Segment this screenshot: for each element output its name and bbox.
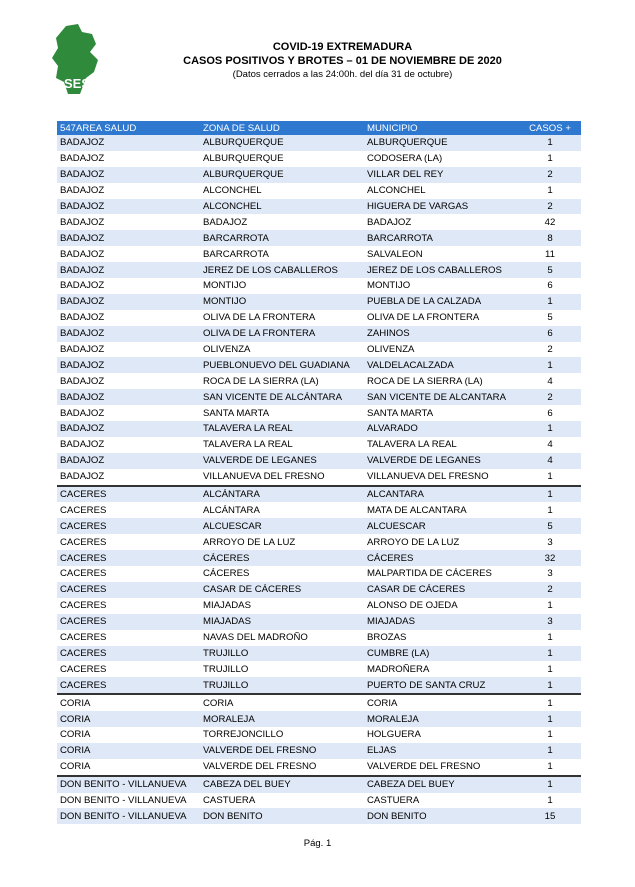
cell-area: BADAJOZ bbox=[57, 453, 200, 469]
cell-municipio: CABEZA DEL BUEY bbox=[364, 776, 519, 793]
cell-municipio: MADROÑERA bbox=[364, 661, 519, 677]
table-row bbox=[57, 167, 581, 183]
table-row bbox=[57, 694, 581, 711]
cell-municipio: CASTUERA bbox=[364, 793, 519, 809]
cell-area: CORIA bbox=[57, 759, 200, 776]
cell-zona: CASTUERA bbox=[200, 793, 364, 809]
cell-municipio: VALVERDE DEL FRESNO bbox=[364, 759, 519, 776]
column-header-area bbox=[57, 121, 200, 135]
table-row bbox=[57, 550, 581, 566]
cell-municipio: MATA DE ALCANTARA bbox=[364, 502, 519, 518]
table-row bbox=[57, 677, 581, 694]
table-row bbox=[57, 598, 581, 614]
table-row bbox=[57, 711, 581, 727]
cell-area: CACERES bbox=[57, 598, 200, 614]
cell-zona: ALCONCHEL bbox=[200, 183, 364, 199]
column-header-area-label: AREA SALUD bbox=[76, 122, 137, 134]
cell-area: BADAJOZ bbox=[57, 294, 200, 310]
cell-area: BADAJOZ bbox=[57, 230, 200, 246]
cell-casos: 6 bbox=[519, 405, 581, 421]
cell-municipio: SAN VICENTE DE ALCANTARA bbox=[364, 389, 519, 405]
cell-zona: MONTIJO bbox=[200, 294, 364, 310]
cell-casos: 1 bbox=[519, 502, 581, 518]
cell-zona: VALVERDE DE LEGANES bbox=[200, 453, 364, 469]
cell-area: BADAJOZ bbox=[57, 405, 200, 421]
cell-casos: 32 bbox=[519, 550, 581, 566]
column-header-casos: CASOS + bbox=[519, 121, 581, 135]
cell-zona: ROCA DE LA SIERRA (LA) bbox=[200, 373, 364, 389]
cell-zona: VILLANUEVA DEL FRESNO bbox=[200, 469, 364, 486]
cell-municipio: DON BENITO bbox=[364, 808, 519, 824]
cell-municipio: PUEBLA DE LA CALZADA bbox=[364, 294, 519, 310]
document-header bbox=[150, 40, 535, 81]
cell-casos: 1 bbox=[519, 469, 581, 486]
table-row bbox=[57, 727, 581, 743]
cell-casos: 1 bbox=[519, 727, 581, 743]
cell-municipio: MONTIJO bbox=[364, 278, 519, 294]
cell-area: CACERES bbox=[57, 550, 200, 566]
cell-casos: 5 bbox=[519, 518, 581, 534]
cell-area: CORIA bbox=[57, 743, 200, 759]
cell-zona: ALCONCHEL bbox=[200, 199, 364, 215]
logo-text: SES bbox=[63, 76, 91, 91]
cell-area: CACERES bbox=[57, 582, 200, 598]
cell-zona: CÁCERES bbox=[200, 550, 364, 566]
column-header-municipio: MUNICIPIO bbox=[364, 121, 519, 135]
cell-municipio: CASAR DE CÁCERES bbox=[364, 582, 519, 598]
cell-zona: NAVAS DEL MADROÑO bbox=[200, 630, 364, 646]
cell-zona: DON BENITO bbox=[200, 808, 364, 824]
table-row bbox=[57, 262, 581, 278]
cell-municipio: VILLAR DEL REY bbox=[364, 167, 519, 183]
table-row bbox=[57, 246, 581, 262]
table-row bbox=[57, 421, 581, 437]
cell-casos: 4 bbox=[519, 453, 581, 469]
cell-area: BADAJOZ bbox=[57, 246, 200, 262]
cell-area: CACERES bbox=[57, 534, 200, 550]
cell-area: BADAJOZ bbox=[57, 183, 200, 199]
cell-casos: 1 bbox=[519, 598, 581, 614]
table-row bbox=[57, 373, 581, 389]
cell-municipio: CODOSERA (LA) bbox=[364, 151, 519, 167]
cell-casos: 1 bbox=[519, 743, 581, 759]
cell-zona: TRUJILLO bbox=[200, 677, 364, 694]
cell-area: BADAJOZ bbox=[57, 437, 200, 453]
table-row bbox=[57, 566, 581, 582]
cell-zona: JEREZ DE LOS CABALLEROS bbox=[200, 262, 364, 278]
table-row bbox=[57, 342, 581, 358]
cell-casos: 2 bbox=[519, 199, 581, 215]
cell-area: BADAJOZ bbox=[57, 167, 200, 183]
cell-area: BADAJOZ bbox=[57, 421, 200, 437]
cell-casos: 1 bbox=[519, 135, 581, 151]
cell-municipio: SANTA MARTA bbox=[364, 405, 519, 421]
cell-casos: 1 bbox=[519, 486, 581, 503]
cell-municipio: TALAVERA LA REAL bbox=[364, 437, 519, 453]
cell-casos: 5 bbox=[519, 262, 581, 278]
cell-zona: TRUJILLO bbox=[200, 661, 364, 677]
cell-casos: 2 bbox=[519, 167, 581, 183]
cell-zona: MORALEJA bbox=[200, 711, 364, 727]
table-row bbox=[57, 534, 581, 550]
table-header-row bbox=[57, 121, 581, 135]
cell-municipio: CÁCERES bbox=[364, 550, 519, 566]
cell-casos: 3 bbox=[519, 566, 581, 582]
document-subtitle: CASOS POSITIVOS Y BROTES – 01 DE NOVIEMBRE DE 2020 bbox=[183, 55, 502, 67]
cell-municipio: JEREZ DE LOS CABALLEROS bbox=[364, 262, 519, 278]
cell-area: BADAJOZ bbox=[57, 389, 200, 405]
cell-municipio: ELJAS bbox=[364, 743, 519, 759]
cell-casos: 8 bbox=[519, 230, 581, 246]
cell-area: CACERES bbox=[57, 518, 200, 534]
cell-municipio: ALCUESCAR bbox=[364, 518, 519, 534]
cell-area: BADAJOZ bbox=[57, 342, 200, 358]
cell-area: BADAJOZ bbox=[57, 151, 200, 167]
table-row bbox=[57, 278, 581, 294]
table-row bbox=[57, 389, 581, 405]
cell-casos: 3 bbox=[519, 534, 581, 550]
cell-municipio: VALDELACALZADA bbox=[364, 357, 519, 373]
cell-zona: OLIVENZA bbox=[200, 342, 364, 358]
cell-zona: CORIA bbox=[200, 694, 364, 711]
cell-municipio: ALONSO DE OJEDA bbox=[364, 598, 519, 614]
cell-area: CACERES bbox=[57, 661, 200, 677]
cell-casos: 1 bbox=[519, 646, 581, 662]
cell-zona: MONTIJO bbox=[200, 278, 364, 294]
cell-zona: MIAJADAS bbox=[200, 614, 364, 630]
cell-casos: 1 bbox=[519, 294, 581, 310]
table-row bbox=[57, 759, 581, 776]
table-row bbox=[57, 310, 581, 326]
cell-municipio: VILLANUEVA DEL FRESNO bbox=[364, 469, 519, 486]
cell-area: BADAJOZ bbox=[57, 262, 200, 278]
table-row bbox=[57, 743, 581, 759]
cell-municipio: VALVERDE DE LEGANES bbox=[364, 453, 519, 469]
table-row bbox=[57, 661, 581, 677]
cell-zona: TORREJONCILLO bbox=[200, 727, 364, 743]
cell-casos: 1 bbox=[519, 759, 581, 776]
cell-zona: SAN VICENTE DE ALCÁNTARA bbox=[200, 389, 364, 405]
cell-casos: 4 bbox=[519, 437, 581, 453]
cell-municipio: PUERTO DE SANTA CRUZ bbox=[364, 677, 519, 694]
cell-casos: 1 bbox=[519, 630, 581, 646]
document-title: COVID-19 EXTREMADURA bbox=[272, 41, 413, 53]
page-number: Pág. 1 bbox=[303, 838, 332, 849]
cell-area: CACERES bbox=[57, 486, 200, 503]
table-row bbox=[57, 582, 581, 598]
table-body bbox=[57, 135, 581, 824]
table-row bbox=[57, 135, 581, 151]
cell-zona: CABEZA DEL BUEY bbox=[200, 776, 364, 793]
cell-municipio: CORIA bbox=[364, 694, 519, 711]
cell-area: BADAJOZ bbox=[57, 469, 200, 486]
cell-area: BADAJOZ bbox=[57, 310, 200, 326]
total-cases: 547 bbox=[60, 122, 77, 134]
cell-municipio: ZAHINOS bbox=[364, 326, 519, 342]
table-row bbox=[57, 326, 581, 342]
cell-municipio: BROZAS bbox=[364, 630, 519, 646]
cell-zona: BARCARROTA bbox=[200, 230, 364, 246]
cell-area: BADAJOZ bbox=[57, 373, 200, 389]
cell-casos: 2 bbox=[519, 582, 581, 598]
cell-casos: 1 bbox=[519, 421, 581, 437]
cell-area: CACERES bbox=[57, 502, 200, 518]
cell-zona: OLIVA DE LA FRONTERA bbox=[200, 310, 364, 326]
cell-casos: 15 bbox=[519, 808, 581, 824]
cell-casos: 6 bbox=[519, 326, 581, 342]
cell-area: CORIA bbox=[57, 694, 200, 711]
cell-area: BADAJOZ bbox=[57, 278, 200, 294]
cell-area: CORIA bbox=[57, 711, 200, 727]
table-row bbox=[57, 437, 581, 453]
cell-municipio: OLIVENZA bbox=[364, 342, 519, 358]
cell-municipio: MORALEJA bbox=[364, 711, 519, 727]
cases-table bbox=[57, 121, 581, 824]
table-row bbox=[57, 469, 581, 486]
table-row bbox=[57, 183, 581, 199]
table-row bbox=[57, 453, 581, 469]
cell-zona: ALCUESCAR bbox=[200, 518, 364, 534]
table-row bbox=[57, 486, 581, 503]
cell-casos: 5 bbox=[519, 310, 581, 326]
table-row bbox=[57, 776, 581, 793]
table-row bbox=[57, 614, 581, 630]
table-row bbox=[57, 230, 581, 246]
cell-casos: 1 bbox=[519, 151, 581, 167]
cell-municipio: ALBURQUERQUE bbox=[364, 135, 519, 151]
cell-zona: OLIVA DE LA FRONTERA bbox=[200, 326, 364, 342]
extremadura-map-icon bbox=[52, 24, 102, 96]
cell-zona: CÁCERES bbox=[200, 566, 364, 582]
cell-municipio: CUMBRE (LA) bbox=[364, 646, 519, 662]
cell-municipio: ALCANTARA bbox=[364, 486, 519, 503]
cell-municipio: SALVALEON bbox=[364, 246, 519, 262]
cell-casos: 1 bbox=[519, 677, 581, 694]
cell-area: DON BENITO - VILLANUEVA bbox=[57, 808, 200, 824]
cell-zona: ALBURQUERQUE bbox=[200, 135, 364, 151]
cell-zona: BARCARROTA bbox=[200, 246, 364, 262]
cell-municipio: HIGUERA DE VARGAS bbox=[364, 199, 519, 215]
cell-zona: SANTA MARTA bbox=[200, 405, 364, 421]
cell-zona: MIAJADAS bbox=[200, 598, 364, 614]
cell-area: DON BENITO - VILLANUEVA bbox=[57, 776, 200, 793]
table-row bbox=[57, 294, 581, 310]
table-row bbox=[57, 793, 581, 809]
cell-area: BADAJOZ bbox=[57, 357, 200, 373]
cell-casos: 6 bbox=[519, 278, 581, 294]
table-row bbox=[57, 646, 581, 662]
cell-zona: VALVERDE DEL FRESNO bbox=[200, 759, 364, 776]
table-row bbox=[57, 808, 581, 824]
cell-municipio: BADAJOZ bbox=[364, 214, 519, 230]
cell-zona: ALCÁNTARA bbox=[200, 502, 364, 518]
cell-casos: 2 bbox=[519, 342, 581, 358]
cell-casos: 1 bbox=[519, 776, 581, 793]
cell-casos: 11 bbox=[519, 246, 581, 262]
document-note: (Datos cerrados a las 24:00h. del día 31 de octubre) bbox=[232, 69, 453, 80]
cell-zona: TRUJILLO bbox=[200, 646, 364, 662]
cell-casos: 1 bbox=[519, 661, 581, 677]
cell-casos: 1 bbox=[519, 357, 581, 373]
cell-zona: PUEBLONUEVO DEL GUADIANA bbox=[200, 357, 364, 373]
cell-area: DON BENITO - VILLANUEVA bbox=[57, 793, 200, 809]
cell-casos: 2 bbox=[519, 389, 581, 405]
table-row bbox=[57, 518, 581, 534]
cell-area: BADAJOZ bbox=[57, 199, 200, 215]
cell-municipio: MALPARTIDA DE CÁCERES bbox=[364, 566, 519, 582]
cell-area: BADAJOZ bbox=[57, 214, 200, 230]
cell-municipio: ALVARADO bbox=[364, 421, 519, 437]
cell-zona: CASAR DE CÁCERES bbox=[200, 582, 364, 598]
cell-area: CACERES bbox=[57, 646, 200, 662]
cell-municipio: MIAJADAS bbox=[364, 614, 519, 630]
cell-area: BADAJOZ bbox=[57, 135, 200, 151]
cell-zona: ALBURQUERQUE bbox=[200, 167, 364, 183]
cell-municipio: BARCARROTA bbox=[364, 230, 519, 246]
cell-area: CACERES bbox=[57, 677, 200, 694]
cell-casos: 3 bbox=[519, 614, 581, 630]
cell-municipio: ALCONCHEL bbox=[364, 183, 519, 199]
ses-logo bbox=[52, 24, 102, 96]
cell-zona: ALBURQUERQUE bbox=[200, 151, 364, 167]
cell-area: BADAJOZ bbox=[57, 326, 200, 342]
cell-zona: ALCÁNTARA bbox=[200, 486, 364, 503]
cell-casos: 1 bbox=[519, 793, 581, 809]
cell-municipio: ARROYO DE LA LUZ bbox=[364, 534, 519, 550]
cell-area: CACERES bbox=[57, 614, 200, 630]
cell-zona: TALAVERA LA REAL bbox=[200, 421, 364, 437]
table-row bbox=[57, 502, 581, 518]
cell-area: CORIA bbox=[57, 727, 200, 743]
table-row bbox=[57, 199, 581, 215]
table-row bbox=[57, 357, 581, 373]
cell-zona: TALAVERA LA REAL bbox=[200, 437, 364, 453]
cell-area: CACERES bbox=[57, 566, 200, 582]
cell-municipio: OLIVA DE LA FRONTERA bbox=[364, 310, 519, 326]
cell-zona: BADAJOZ bbox=[200, 214, 364, 230]
table-row bbox=[57, 151, 581, 167]
cell-zona: VALVERDE DEL FRESNO bbox=[200, 743, 364, 759]
cell-zona: ARROYO DE LA LUZ bbox=[200, 534, 364, 550]
cell-casos: 42 bbox=[519, 214, 581, 230]
table-row bbox=[57, 405, 581, 421]
table-row bbox=[57, 214, 581, 230]
cell-municipio: ROCA DE LA SIERRA (LA) bbox=[364, 373, 519, 389]
cell-casos: 1 bbox=[519, 694, 581, 711]
cell-casos: 1 bbox=[519, 711, 581, 727]
column-header-zona: ZONA DE SALUD bbox=[200, 121, 364, 135]
cell-casos: 4 bbox=[519, 373, 581, 389]
cell-municipio: HOLGUERA bbox=[364, 727, 519, 743]
cell-area: CACERES bbox=[57, 630, 200, 646]
cell-casos: 1 bbox=[519, 183, 581, 199]
table-row bbox=[57, 630, 581, 646]
